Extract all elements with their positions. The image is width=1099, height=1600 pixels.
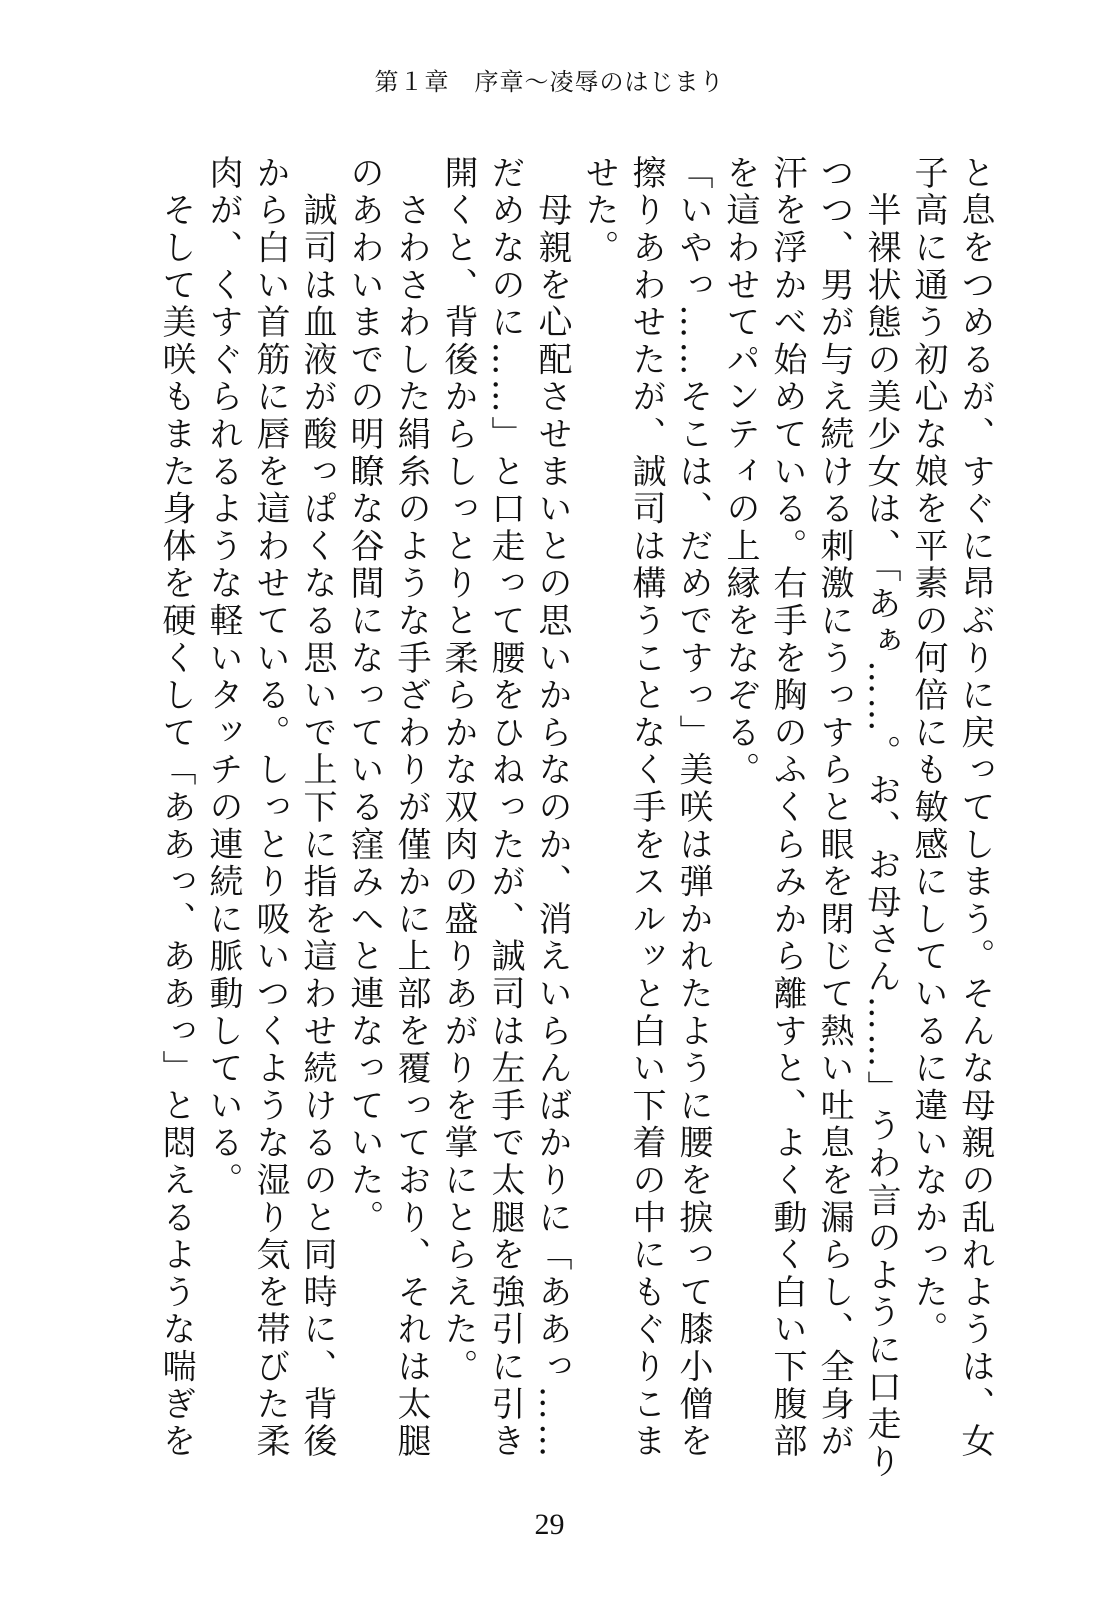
text-column: そして美咲もまた身体を硬くして「ああっ、ああっ」と悶えるような喘ぎを bbox=[156, 155, 196, 1461]
page-number: 29 bbox=[534, 1508, 565, 1541]
text-column: 子高に通う初心な娘を平素の何倍にも敏感にしているに違いなかった。 bbox=[908, 155, 948, 1349]
text-column: 擦りあわせたが、誠司は構うことなく手をスルッと白い下着の中にもぐりこま bbox=[626, 155, 666, 1461]
text-column: 誠司は血液が酸っぱくなる思いで上下に指を這わせ続けるのと同時に、背後 bbox=[297, 155, 337, 1461]
text-column: と息をつめるが、すぐに昂ぶりに戻ってしまう。そんな母親の乱れようは、女 bbox=[955, 155, 995, 1461]
text-column: 半裸状態の美少女は、「あぁ……。お、お母さん……」うわ言のように口走り bbox=[861, 155, 901, 1481]
text-column: から白い首筋に唇を這わせている。しっとり吸いつくような湿り気を帯びた柔 bbox=[250, 155, 290, 1461]
text-column: さわさわした絹糸のような手ざわりが僅かに上部を覆っており、それは太腿 bbox=[391, 155, 431, 1461]
text-column: のあわいまでの明瞭な谷間になっている窪みへと連なっていた。 bbox=[344, 155, 384, 1237]
text-column: せた。 bbox=[579, 155, 619, 267]
text-column: つつ、男が与え続ける刺激にうっすらと眼を閉じて熱い吐息を漏らし、全身が bbox=[814, 155, 854, 1461]
text-column: 母親を心配させまいとの思いからなのか、消えいらんばかりに「ああっ…… bbox=[532, 155, 572, 1461]
text-column: だめなのに……」と口走って腰をひねったが、誠司は左手で太腿を強引に引き bbox=[485, 155, 525, 1461]
text-column: 汗を浮かべ始めている。右手を胸のふくらみから離すと、よく動く白い下腹部 bbox=[767, 155, 807, 1461]
running-header: 第１章 序章〜凌辱のはじまり bbox=[374, 68, 725, 96]
text-column: 肉が、くすぐられるような軽いタッチの連続に脈動している。 bbox=[203, 155, 243, 1200]
text-column: を這わせてパンティの上縁をなぞる。 bbox=[720, 155, 760, 790]
text-column: 「いやっ……そこは、だめですっ」美咲は弾かれたように腰を捩って膝小僧を bbox=[673, 155, 713, 1461]
text-column: 開くと、背後からしっとりと柔らかな双肉の盛りあがりを掌にとらえた。 bbox=[438, 155, 478, 1386]
